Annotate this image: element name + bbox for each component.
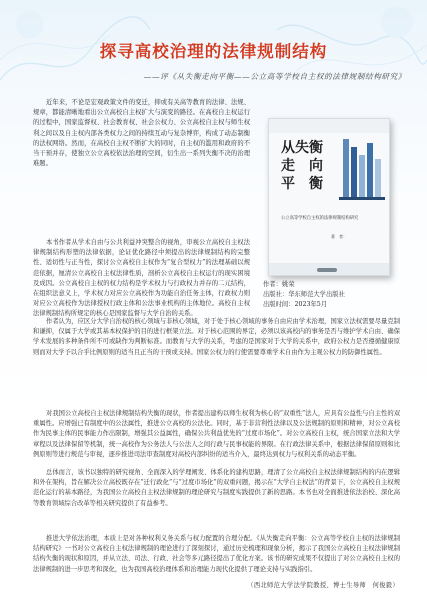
paragraph-3: 作者认为，应区分大学自治权的核心领域与非核心领域，对于处于核心领域的事务自由应由学术治理，国家立法权需要尽量克制和谦抑，仅属于大学或其基本权保护的目的进行框架立法。对于核心范围的界定，必须以该高校内的事务是否与维护学术自由、确保学术发展的多种条件所不可或缺作为判断标准。而教育与大学的关系，考虑的是国家对于大学的关系中，政府公权力是否遵循健康原则而对大学予以合乎比例原则的适当且正当的干预或支持。国家公权力的行使需要尊重学术自由作为主观公权力的防御性属性。 — [33, 318, 400, 356]
paragraph-5: 总体而言，该书以独特的研究视角、全面深入的学理阐发、体系化的建构思路，理清了公立高校自主权法律规制结构的内在逻辑和外在架构，旨在解决公立高校既存在“迁行政化”与“过度市场化”的双重问题，揭示在“大学自主权法”的背景下，公立高校自主权规范化运行的基本路径，为我国公立高校自主权法律规制的理论研究与制度实践提供了新的思路。本书也对全面推进依法治校、深化高等教育领域综合改革等相关研究提供了有益参考。 — [33, 469, 400, 507]
book-publisher-line: 出版社：华东师范大学出版社 — [263, 291, 345, 298]
book-cover — [268, 118, 390, 276]
article-subtitle: ——评《从失衡走向平衡——公立高等学校自主权的法律规制结构研究》 — [143, 72, 406, 81]
book-cover-subtitle: 公立高等学校自主权的法律规制结构研究 — [281, 216, 359, 221]
publisher-logo-icon — [317, 268, 337, 272]
paragraph-1: 近年来，不论是宏观政策文件的变迁，抑或有关高等教育的法律、法规、规章，都能清晰地看出公立高校自主权扩大与演变的路径。在高校自主权运行的过程中，国家监督权、社会教育权、社会公权力、公立高校自主权与师生权利之间以及自主权内部各类权力之间的持续互动与复杂博弈，构成了动态制衡的法权网络。然而，在高校自主权不断扩大的同时，自主权的滥用和政府的不当干预并存，使独立公立高校依法治理的空间，衍生出一系列失衡不决的治理难题。 — [33, 99, 250, 168]
book-cover-title-line: 走 向 — [281, 158, 323, 174]
paragraph-6: 推进大学依法治理，本质上是对各种权利义务关系与权力配置的合理分配。《从失衡走向平衡：公立高等学校自主权的法律规制结构研究》一书对公立高校自主权法律规制的理论进行了深刻探讨，通过历史梳理和现象分析，揭示了我国公立高校自主权法律规制结构失衡的现状和原因，并从立法、司法、行政、社会等多元路径提出了优化方案。该书的研究成果不仅提出了对公立高校自主权的法律规制的进一步思考和深化，也为我国高校治理体系和治理能力现代化提供了理论支持与实践指引。 — [33, 535, 400, 573]
book-cover-title — [281, 139, 341, 193]
book-cover-footer — [269, 263, 389, 275]
book-cover-title-line: 平 衡 — [281, 176, 323, 192]
paragraph-2: 本书作者从学术自由与公共利益冲突整合的视角，审视公立高校自主权法律规制结构形塑的法律依据，论证优化路径中须提出的法律规制结构的完整性、适切性与正当性，探讨公立高校自主权作为“复合型权力”的法理基础以规范依据，厘清公立高校自主权法律性质，剖析公立高校自主权运行的现实困境及成因。公立高校自主权的权力结构是学术权力与行政权力并存的二元结构，在组织法意义上，学术权力对应公立高校作为功能自治任务主体，行政权力则对应公立高校作为法律授权行政主体和公法事业机构的主体地位。高校自主权法律规制结构所规定的核心是国家监督与大学自治的关系。 — [33, 239, 250, 318]
book-cover-title-line: 从失衡 — [281, 140, 323, 156]
book-cover-illustration — [339, 139, 385, 209]
book-meta — [263, 280, 345, 310]
article-title: 探寻高校治理的法律规制结构 — [99, 42, 328, 61]
book-author-line: 作者：姚荣 — [263, 281, 295, 288]
author-signature: （西北师范大学法学院教授、博士生导师 何俊毅） — [247, 582, 399, 589]
book-cover-author: 著 者： — [331, 234, 347, 239]
book-cover-top-band — [269, 119, 389, 133]
book-date-line: 出版时间：2023年5月 — [263, 301, 328, 308]
paragraph-4: 对我国公立高校自主权法律规制结构失衡的现状，作者提出建构以师生权利为核心的“双重性”法人，应具有公益性与自主性的双重属性。应增强已有制度中的公法属性，推进公立高校的公法化。同时，基于非营利性法律以及公法规制的原则和精神，对公立高校作为民事主体的民事能力作出限制，增强其公益属性，确保公共利益优先的“过度市场化”。对公立高校自主权，统合国家立法和大学章程以及法律保留等机制，统一高校作为公务法人与公法人之间行政与民事权能的界限。在行政法律关系中，根据法律保留原则和比例原则等进行规范与审视，逐步推进司法审查制度对高校内部纠纷的适当介入，最终达到权力与权利关系的动态平衡。 — [33, 410, 400, 458]
